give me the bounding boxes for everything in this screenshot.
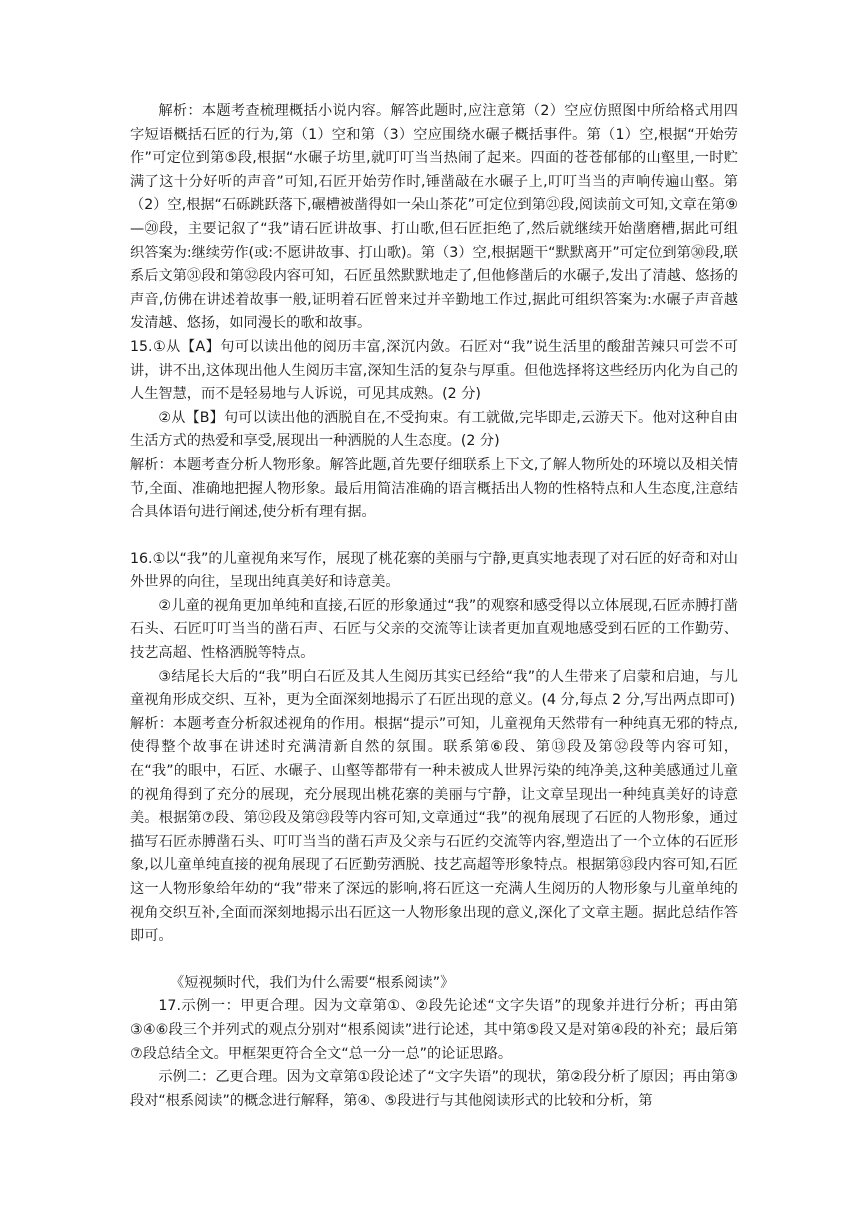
answer-q16-part2: ②儿童的视角更加单纯和直接,石匠的形象通过“我”的观察和感受得以立体展现,石匠赤膊打凿石头、石匠叮叮当当的凿石声、石匠与父亲的交流等让读者更加直观地感受到石匠的工作勤劳、技艺高超、性格洒脱等特点。 bbox=[130, 597, 738, 662]
answer-q16-part3: ③结尾长大后的“我”明白石匠及其人生阅历其实已经给“我”的人生带来了启蒙和启迪，与儿童视角形成交织、互补，更为全面深刻地揭示了石匠出现的意义。(4 分,每点 2 分,写出两点即可) bbox=[130, 668, 738, 709]
answer-q17-example1: 17.示例一：甲更合理。因为文章第①、②段先论述“文字失语”的现象并进行分析；再由第③④⑥段三个并列式的观点分别对“根系阅读”进行论述，其中第⑤段又是对第④段的补充；最后第⑦段总结全文。甲框架更符合全文“总一分一总”的论证思路。 bbox=[130, 998, 738, 1062]
analysis-q15: 解析：本题考查分析人物形象。解答此题,首先要仔细联系上下文,了解人物所处的环境以及相关情节,全面、准确地把握人物形象。最后用简洁准确的语言概括出人物的性格特点和人生态度,注意结合具体语句进行阐述,使分析有理有据。 bbox=[130, 456, 738, 521]
answer-q17-example2: 示例二：乙更合理。因为文章第①段论述了“文字失语”的现状，第②段分析了原因；再由第③段对“根系阅读”的概念进行解释，第④、⑤段进行与其他阅读形式的比较和分析，第 bbox=[130, 1069, 738, 1109]
analysis-q14: 解析：本题考查梳理概括小说内容。解答此题时,应注意第（2）空应仿照图中所给格式用四字短语概括石匠的行为,第（1）空和第（3）空应围绕水碾子概括事件。第（1）空,根据“开始劳作”可定位到第⑤段,根据“水碾子坊里,就叮叮当当热闹了起来。四面的苍苍郁郁的山壑里,一时贮满了这十分好听的声音”可知,石匠开始劳作时,锤凿敲在水碾子上,叮叮当当的声响传遍山壑。第（2）空,根据“石砾跳跃落下,碾槽被凿得如一朵山茶花”可定位到第㉑段,阅读前文可知,文章在第⑨—⑳段，主要记叙了“我”请石匠讲故事、打山歌,但石匠拒绝了,然后就继续开始凿磨槽,据此可组织答案为:继续劳作(或:不愿讲故事、打山歌)。第（3）空,根据题干“默默离开”可定位到第㉚段,联系后文第㉛段和第㉜段内容可知，石匠虽然默默地走了,但他修凿后的水碾子,发出了清越、悠扬的声音,仿佛在讲述着故事一般,证明着石匠曾来过并辛勤地工作过,据此可组织答案为:水碾子声音越发清越、悠扬，如同漫长的歌和故事。 bbox=[130, 103, 738, 332]
paragraph-gap bbox=[130, 525, 738, 548]
answer-q15-part2: ②从【B】句可以读出他的洒脱自在,不受拘束。有工就做,完毕即走,云游天下。他对这种自由生活方式的热爱和享受,展现出一种洒脱的人生态度。(2 分) bbox=[130, 409, 738, 450]
document-body bbox=[130, 100, 738, 1113]
answer-q16-part1: 16.①以“我”的儿童视角来写作，展现了桃花寨的美丽与宁静,更真实地表现了对石匠的好奇和对山外世界的向往，呈现出纯真美好和诗意美。 bbox=[130, 550, 738, 591]
analysis-q16: 解析：本题考查分析叙述视角的作用。根据“提示”可知，儿童视角天然带有一种纯真无邪的特点,使得整个故事在讲述时充满清新自然的氛围。联系第⑥段、第⑬段及第㉜段等内容可知，在“我”的眼中，石匠、水碾子、山壑等都带有一种未被成人世界污染的纯净美,这种美感通过儿童的视角得到了充分的展现，充分展现出桃花寨的美丽与宁静，让文章呈现出一种纯真美好的诗意美。根据第⑦段、第⑫段及第㉓段等内容可知,文章通过“我”的视角展现了石匠的人物形象，通过描写石匠赤膊凿石头、叮叮当当的凿石声及父亲与石匠约交流等内容,塑造出了一个立体的石匠形象,以儿童单纯直接的视角展现了石匠勤劳洒脱、技艺高超等形象特点。根据第㉝段内容可知,石匠这一人物形象给年幼的“我”带来了深远的影响,将石匠这一充满人生阅历的人物形象与儿童单纯的视角交织互补,全面而深刻地揭示出石匠这一人物形象出现的意义,深化了文章主题。据此总结作答即可。 bbox=[130, 715, 738, 945]
answer-q15-part1: 15.①从【A】句可以读出他的阅历丰富,深沉内敛。石匠对“我”说生活里的酸甜苦辣只可尝不可讲，讲不出,这体现出他人生阅历丰富,深知生活的复杂与厚重。但他选择将这些经历内化为自己的人生智慧，而不是轻易地与人诉说，可见其成熟。(2 分) bbox=[130, 338, 738, 403]
section-title: 《短视频时代，我们为什么需要“根系阅读”》 bbox=[170, 974, 455, 991]
paragraph-gap bbox=[130, 949, 738, 972]
